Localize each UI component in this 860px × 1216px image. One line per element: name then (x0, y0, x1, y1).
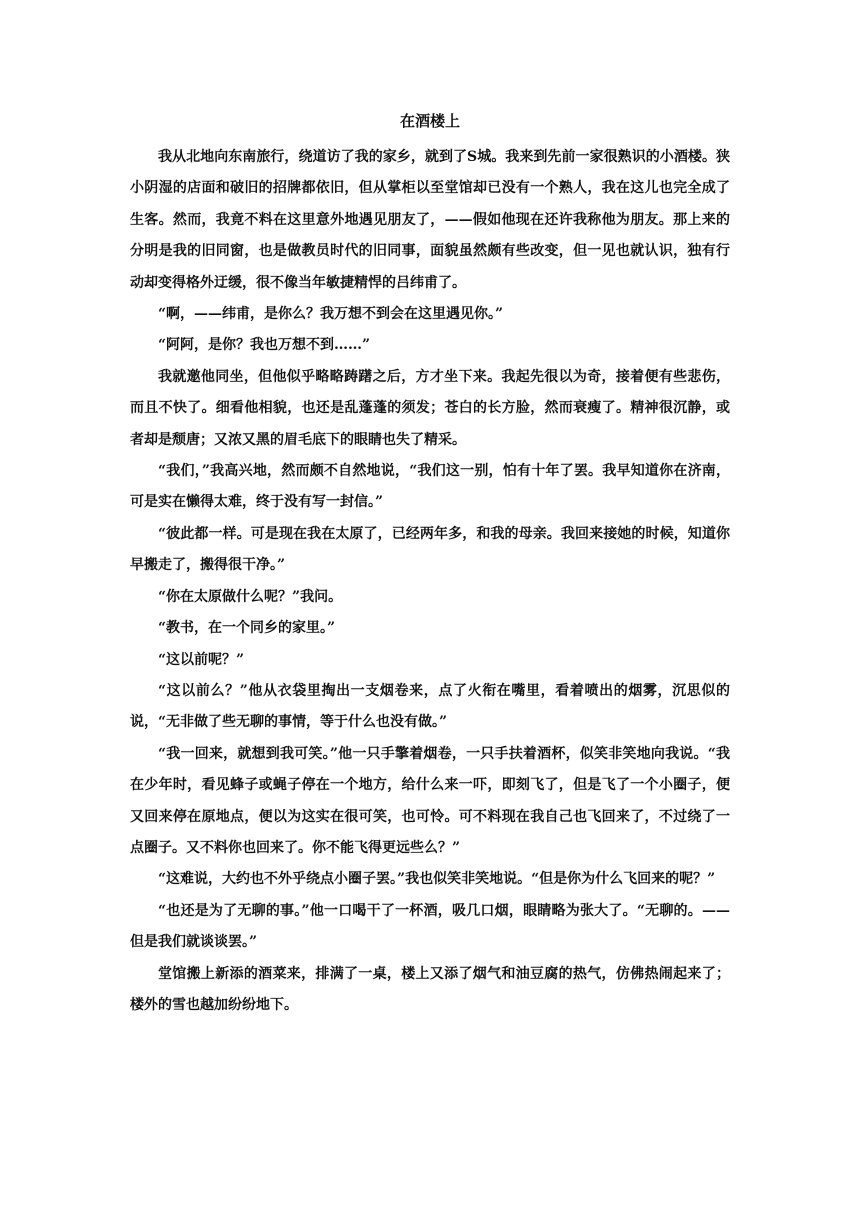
document-title: 在酒楼上 (399, 112, 460, 130)
paragraph: 堂馆搬上新添的酒菜来，排满了一桌，楼上又添了烟气和油豆腐的热气，仿佛热闹起来了；楼外的雪也越加纷纷地下。 (130, 965, 730, 1013)
paragraph: “这以前呢？” (158, 651, 245, 668)
paragraph: “也还是为了无聊的事。”他一口喝干了一杯酒，吸几口烟，眼睛略为张大了。“无聊的。——但是我们就谈谈罢。” (130, 902, 730, 951)
paragraph: “教书，在一个同乡的家里。” (158, 620, 336, 637)
paragraph: “我一回来，就想到我可笑。”他一只手擎着烟卷，一只手扶着酒杯，似笑非笑地向我说。“我在少年时，看见蜂子或蝇子停在一个地方，给什么来一吓，即刻飞了，但是飞了一个小圈子，便又回来停在原地点，便以为这实在很可笑，也可怜。可不料现在我自己也飞回来了，不过绕了一点圈子。又不料你也回来了。你不能飞得更远些么？” (130, 745, 730, 856)
document-body (130, 142, 730, 1021)
paragraph: “阿阿，是你？我也万想不到……” (158, 337, 371, 354)
paragraph: “彼此都一样。可是现在我在太原了，已经两年多，和我的母亲。我回来接她的时候，知道你早搬走了，搬得很干净。” (130, 525, 730, 574)
paragraph: “我们，”我高兴地，然而颇不自然地说，“我们这一别，怕有十年了罢。我早知道你在济南，可是实在懒得太难，终于没有写一封信。” (130, 463, 730, 511)
paragraph: “你在太原做什么呢？”我问。 (158, 588, 343, 605)
paragraph: 我从北地向东南旅行，绕道访了我的家乡，就到了S城。我来到先前一家很熟识的小酒楼。狭小阴湿的店面和破旧的招牌都依旧，但从掌柜以至堂馆却已没有一个熟人，我在这儿也完全成了生客。然而，我竟不料在这里意外地遇见朋友了，——假如他现在还许我称他为朋友。那上来的分明是我的旧同窗，也是做教员时代的旧同事，面貌虽然颇有些改变，但一见也就认识，独有行动却变得格外迂缓，很不像当年敏捷精悍的吕纬甫了。 (130, 149, 730, 291)
paragraph: “这以前么？”他从衣袋里掏出一支烟卷来，点了火衔在嘴里，看着喷出的烟雾，沉思似的说，“无非做了些无聊的事情，等于什么也没有做。” (130, 682, 730, 731)
paragraph: “这难说，大约也不外乎绕点小圈子罢。”我也似笑非笑地说。“但是你为什么飞回来的呢？” (158, 871, 716, 888)
paragraph: 我就邀他同坐，但他似乎略略踌躇之后，方才坐下来。我起先很以为奇，接着便有些悲伤，而且不快了。细看他相貌，也还是乱蓬蓬的须发；苍白的长方脸，然而衰瘦了。精神很沉静，或者却是颓唐；又浓又黑的眉毛底下的眼睛也失了精采。 (130, 368, 730, 448)
paragraph: “啊，——纬甫，是你么？我万想不到会在这里遇见你。” (158, 306, 504, 323)
